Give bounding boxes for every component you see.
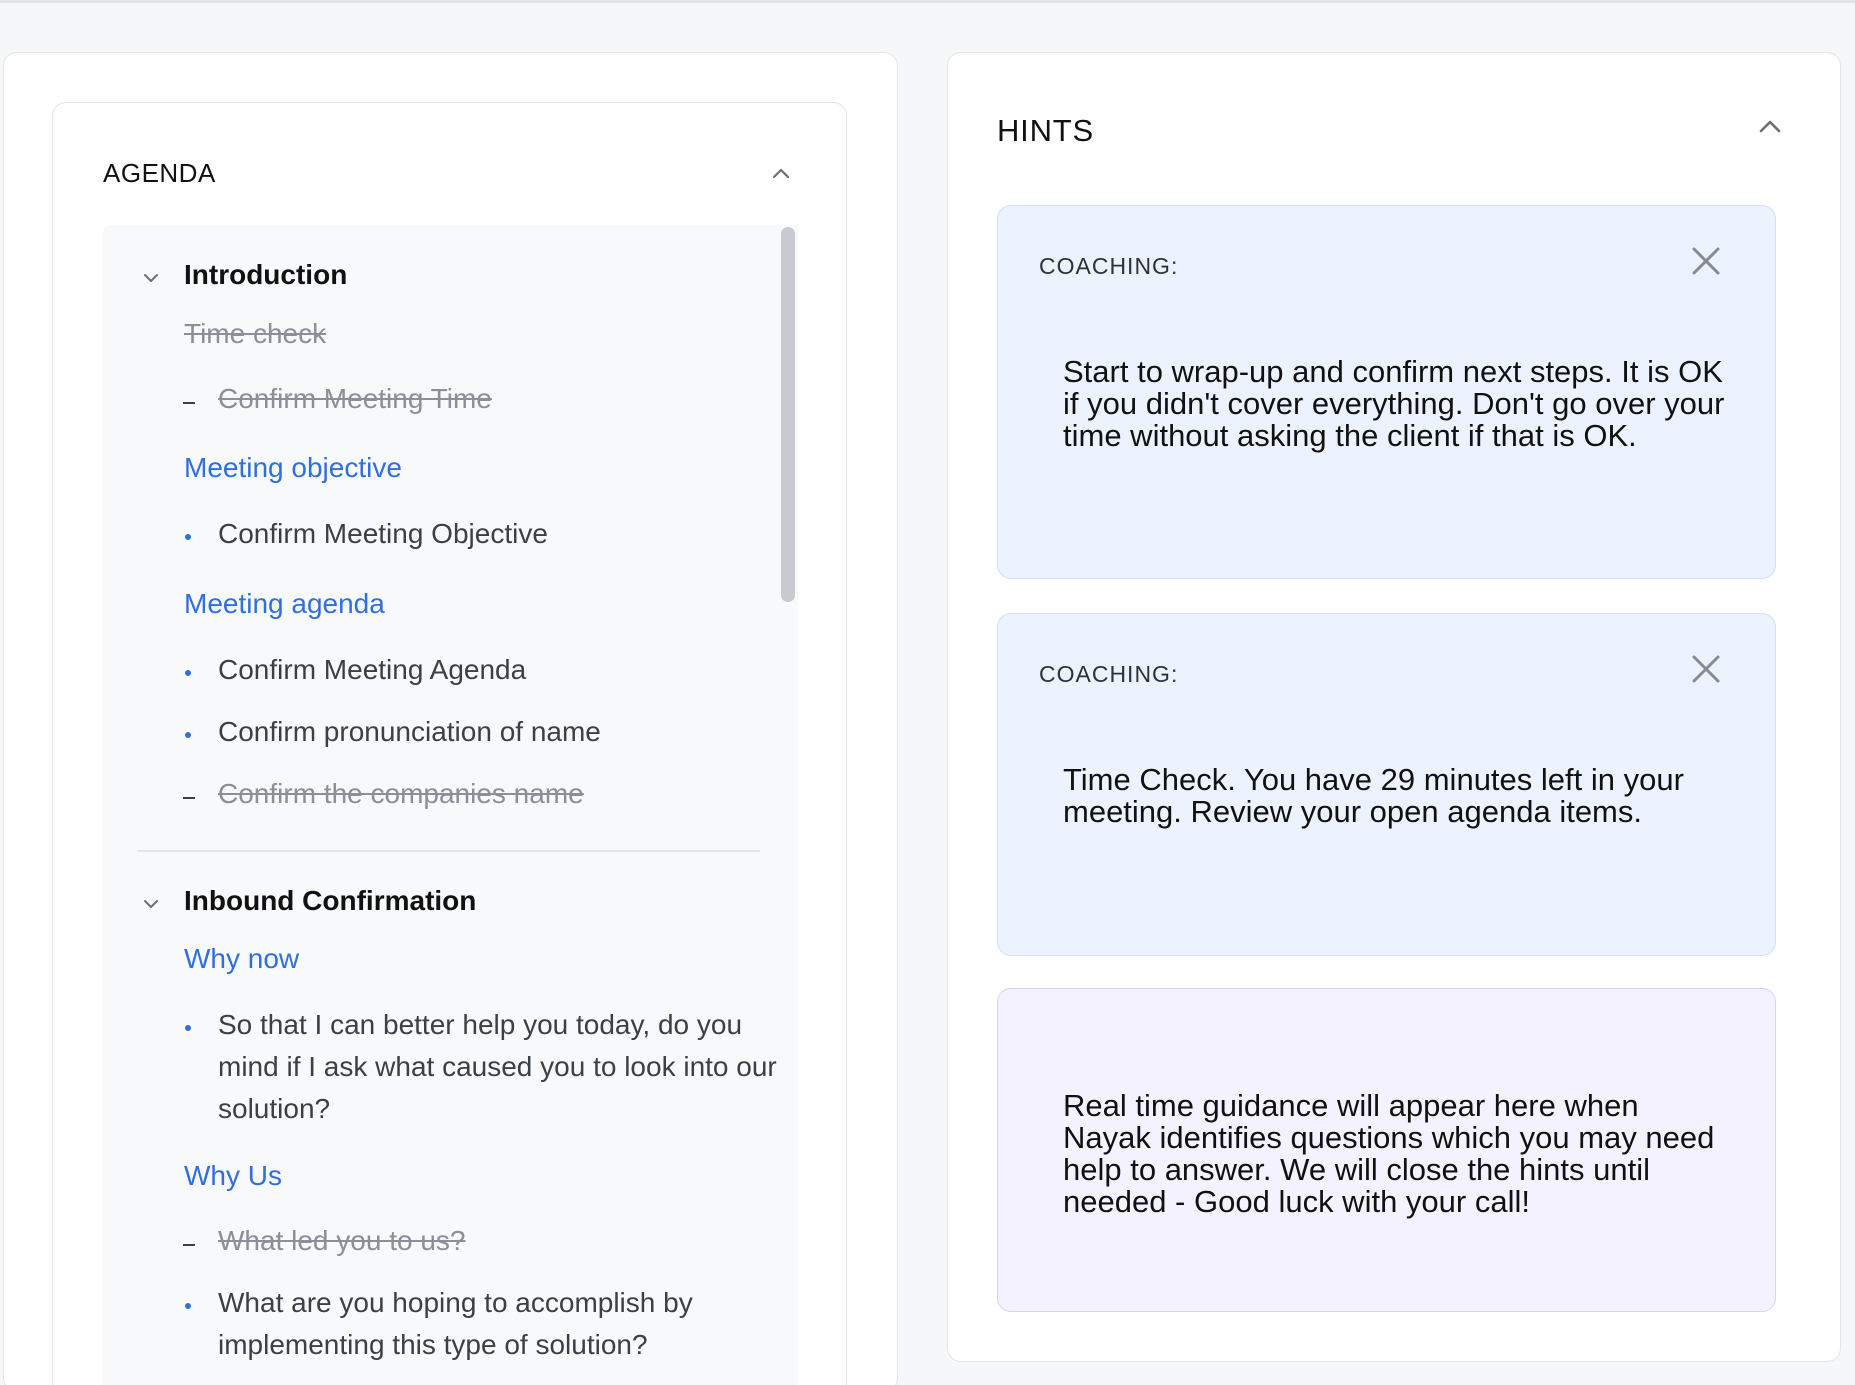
hint-label: COACHING: (1039, 661, 1179, 687)
agenda-scrollbar[interactable] (781, 227, 795, 602)
section-introduction-toggle[interactable] (140, 267, 162, 289)
hint-text: Start to wrap-up and confirm next steps. It is OK if you didn't cover everything. Don't go over your time without asking the client if that is OK. (1063, 354, 1725, 453)
agenda-item-text: Confirm Meeting Agenda (218, 654, 527, 685)
hint-text: Time Check. You have 29 minutes left in your meeting. Review your open agenda items. (1063, 762, 1684, 829)
agenda-item-text: What led you to us? (218, 1225, 466, 1256)
agenda-item-text: What are you hoping to accomplish by implementing this type of solution? (218, 1287, 693, 1360)
close-icon (1691, 246, 1721, 276)
hints-collapse-button[interactable] (1755, 112, 1785, 142)
agenda-item-text: Confirm the companies name (218, 778, 584, 809)
agenda-item-text: Confirm pronunciation of name (218, 716, 601, 747)
agenda-group-title[interactable]: Meeting agenda (184, 588, 385, 619)
agenda-item-text: So that I can better help you today, do you mind if I ask what caused you to look into our solution? (218, 1009, 777, 1124)
section-title: Inbound Confirmation (184, 885, 477, 916)
hint-text: Real time guidance will appear here when Nayak identifies questions which you may need help to answer. We will close the hints until needed - Good luck with your call! (1063, 1088, 1715, 1219)
section-inbound-toggle[interactable] (140, 893, 162, 915)
hint-label: COACHING: (1039, 253, 1179, 279)
coaching-hint-card (997, 613, 1776, 956)
close-icon (1691, 654, 1721, 684)
agenda-item-text: Confirm Meeting Time (218, 383, 492, 414)
agenda-group-title[interactable]: Why now (184, 943, 300, 974)
top-divider (0, 0, 1855, 3)
section-divider (137, 850, 760, 852)
agenda-group-title[interactable]: Meeting objective (184, 452, 402, 483)
guidance-info-card (997, 988, 1776, 1312)
dismiss-hint-button[interactable] (1691, 654, 1721, 684)
section-title: Introduction (184, 259, 348, 290)
chevron-down-icon (140, 893, 162, 915)
agenda-collapse-button[interactable] (768, 160, 794, 186)
agenda-item-text: Confirm Meeting Objective (218, 518, 548, 549)
chevron-up-icon (768, 160, 794, 186)
coaching-hint-card (997, 205, 1776, 579)
hints-title: HINTS (997, 113, 1094, 148)
agenda-group-title[interactable]: Why Us (184, 1160, 282, 1191)
agenda-title: AGENDA (103, 158, 216, 188)
dismiss-hint-button[interactable] (1691, 246, 1721, 276)
chevron-up-icon (1755, 112, 1785, 142)
agenda-group-title[interactable]: Time check (184, 318, 327, 349)
chevron-down-icon (140, 267, 162, 289)
